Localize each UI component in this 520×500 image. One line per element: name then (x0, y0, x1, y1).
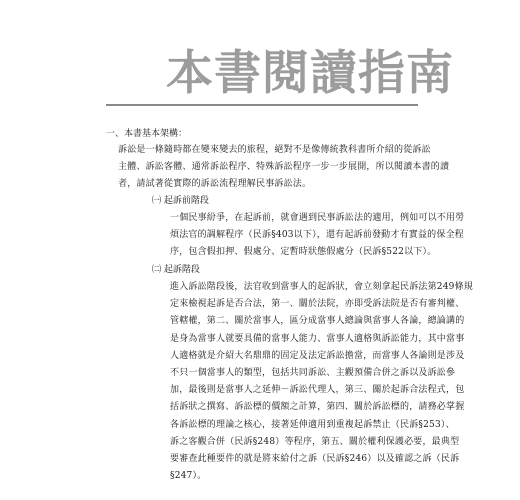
subsection-heading-pre-filing: ㈠ 起訴前階段 (152, 196, 209, 206)
paragraph-line: 是身為當事人就要具備的當事人能力、當事人適格與訴訟能力，其中當事 (170, 333, 465, 344)
paragraph-line: 括訴狀之撰寫、訴訟標的價額之計算，第四、關於訴訟標的，請務必掌握 (170, 402, 465, 413)
paragraph-line: §247）。 (170, 471, 207, 482)
paragraph-line: 管轄權，第二、關於當事人，區分成當事人總論與當事人各論，總論講的 (170, 316, 465, 327)
page-title: 本書閱讀指南 (166, 46, 454, 101)
intro-line: 者，請試著從實際的訴訟流程理解民事訴訟法。 (118, 179, 312, 190)
paragraph-line: 序，包含假扣押、假處分、定暫時狀態假處分（民訴§522以下）。 (170, 247, 437, 258)
subsection-heading-filing: ㈡ 起訴階段 (152, 265, 200, 275)
intro-paragraph (118, 142, 450, 194)
pre-filing-paragraph (170, 210, 465, 262)
paragraph-line: 人適格就是介紹大名鼎鼎的固定及法定訴訟擔當，而當事人各論則是涉及 (170, 350, 465, 361)
paragraph-line: 進入訴訟階段後，法官收到當事人的起訴狀，會立刻拿起民訴法第249條規 (170, 282, 473, 292)
filing-paragraph (170, 279, 473, 485)
paragraph-line: 不只一個當事人的類型，包括共同訴訟、主觀預備合併之訴以及訴訟參 (170, 368, 456, 379)
paragraph-line: 要審查此種要件的就是將來給付之訴（民訴§246）以及確認之訴（民訴 (170, 454, 460, 465)
paragraph-line: 各訴訟標的理論之核心，接著延伸適用到重複起訴禁止（民訴§253）、 (170, 419, 455, 430)
intro-line: 主體、訴訟客體、通常訴訟程序、特殊訴訟程序一步一步展開，所以閱讀本書的讀 (118, 162, 450, 173)
paragraph-line: 加，最後則是當事人之延伸－訴訟代理人，第三、關於起訴合法程式，包 (170, 385, 465, 396)
title-underline (106, 104, 418, 106)
paragraph-line: 定來檢視起訴是否合法，第一、關於法院，亦即受訴法院是否有審判權、 (170, 299, 465, 310)
section-heading: 一、本書基本架構： (106, 129, 188, 139)
paragraph-line: 一個民事紛爭，在起訴前，就會遇到民事訴訟法的適用，例如可以不用勞 (170, 213, 465, 223)
paragraph-line: 煩法官的調解程序（民訴§403以下），還有起訴前發動才有實益的保全程 (170, 230, 464, 241)
intro-line: 訴訟是一條隨時都在變來變去的旅程，絕對不是像傳統教科書所介紹的從訴訟 (118, 145, 431, 155)
paragraph-line: 訴之客觀合併（民訴§248）等程序，第五、關於權利保護必要，最典型 (170, 436, 460, 447)
